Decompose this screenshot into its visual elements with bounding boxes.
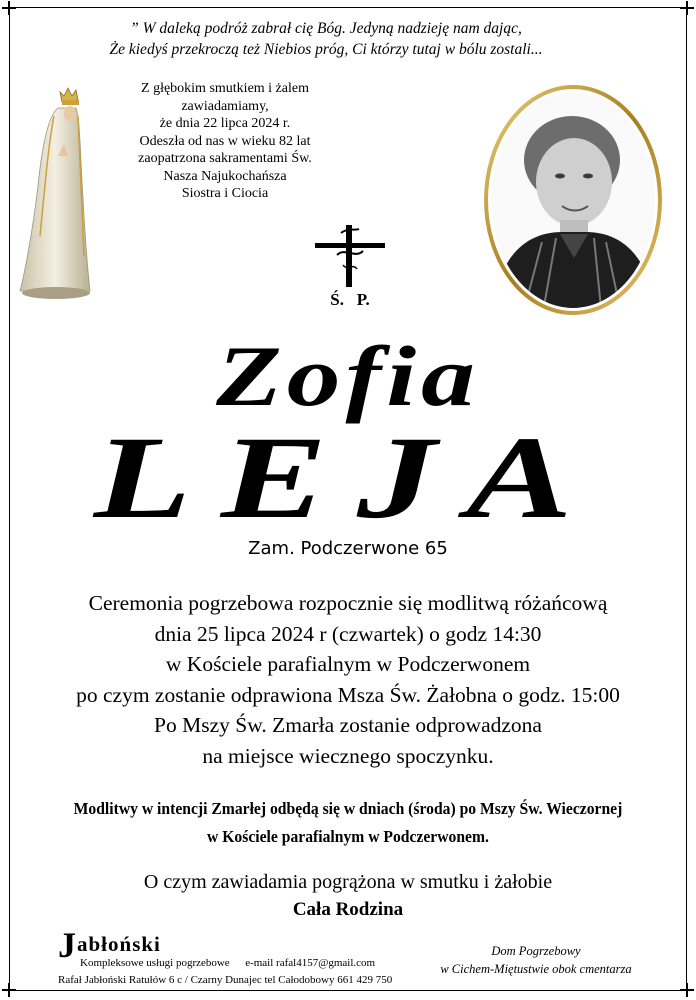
deceased-first-name: Zofia: [216, 328, 480, 424]
ceremony-line-5: Po Mszy Św. Zmarła zostanie odprowadzona: [154, 713, 542, 737]
death-announcement: [120, 80, 330, 203]
corner-top-left: [2, 1, 16, 15]
quote-line-2: Że kiedyś przekroczą też Niebios próg, Ci którzy tutaj w bólu zostali...: [109, 41, 543, 58]
frame-bottom: [14, 990, 682, 991]
announcement-line-5: Nasza Najukochańsza: [163, 168, 287, 184]
deceased-portrait: [482, 82, 664, 318]
cross-symbol: [315, 225, 385, 310]
sp-initials: Ś. P.: [330, 290, 370, 309]
prayers-line-2: w Kościele parafialnym w Podczerwonem.: [207, 827, 489, 846]
family-signature: Cała Rodzina: [292, 899, 404, 920]
residence-address: Zam. Podczerwone 65: [248, 538, 448, 559]
announcement-line-1: Z głębokim smutkiem i żalem zawiadamiamy,: [141, 81, 309, 114]
prayers-line-1: Modlitwy w intencji Zmarłej odbędą się w dniach (środa) po Mszy Św. Wieczornej: [73, 799, 623, 818]
ceremony-line-2: dnia 25 lipca 2024 r (czwartek) o godz 14:30: [154, 621, 542, 646]
madonna-statue-image: [18, 86, 93, 301]
funeral-home-footer: [58, 925, 448, 988]
epitaph-quote: [20, 18, 632, 60]
announcement-line-3: Odeszła od nas w wieku 82 lat: [139, 133, 311, 149]
closing-line: O czym zawiadamia pogrążona w smutku i żałobie: [143, 871, 553, 893]
cross-icon: [315, 225, 385, 287]
home-line-2: w Cichem-Miętustwie obok cmentarza: [440, 962, 632, 976]
deceased-last-name: LEJA: [93, 412, 603, 543]
ceremony-line-3: w Kościele parafialnym w Podczerwonem: [165, 652, 531, 676]
contact-address: Rafał Jabłoński Ratułów 6 c / Czarny Dunajec tel Całodobowy 661 429 750: [58, 974, 393, 986]
announcement-line-4: zaopatrzona sakramentami Św.: [138, 151, 312, 166]
frame-top: [14, 7, 682, 8]
ceremony-line-1: Ceremonia pogrzebowa rozpocznie się modlitwą różańcową: [88, 591, 608, 615]
ceremony-details: [20, 588, 676, 771]
corner-top-right: [680, 1, 694, 15]
announcement-line-6: Siostra i Ciocia: [181, 186, 269, 201]
quote-line-1: ” W daleką podróż zabrał cię Bóg. Jedyną nadzieję nam dając,: [130, 20, 522, 37]
announcement-line-2: że dnia 22 lipca 2024 r.: [159, 116, 291, 131]
closing-note: [0, 868, 696, 924]
ceremony-line-4: po czym zostanie odprawiona Msza Św. Żałobna o godz. 15:00: [76, 682, 620, 707]
ceremony-line-6: na miejsce wiecznego spoczynku.: [202, 743, 494, 768]
brand-name: abłoński: [77, 932, 161, 956]
corner-bottom-left: [2, 983, 16, 997]
funeral-home-location: [426, 942, 646, 978]
corner-bottom-right: [680, 983, 694, 997]
services-text: Kompleksowe usługi pogrzebowe: [80, 957, 230, 969]
services-and-email: [58, 956, 448, 971]
email-text: e-mail rafal4157@gmail.com: [245, 957, 376, 969]
brand-initial: J: [58, 925, 77, 965]
home-line-1: Dom Pogrzebowy: [491, 944, 581, 958]
prayer-details: [46, 795, 650, 851]
